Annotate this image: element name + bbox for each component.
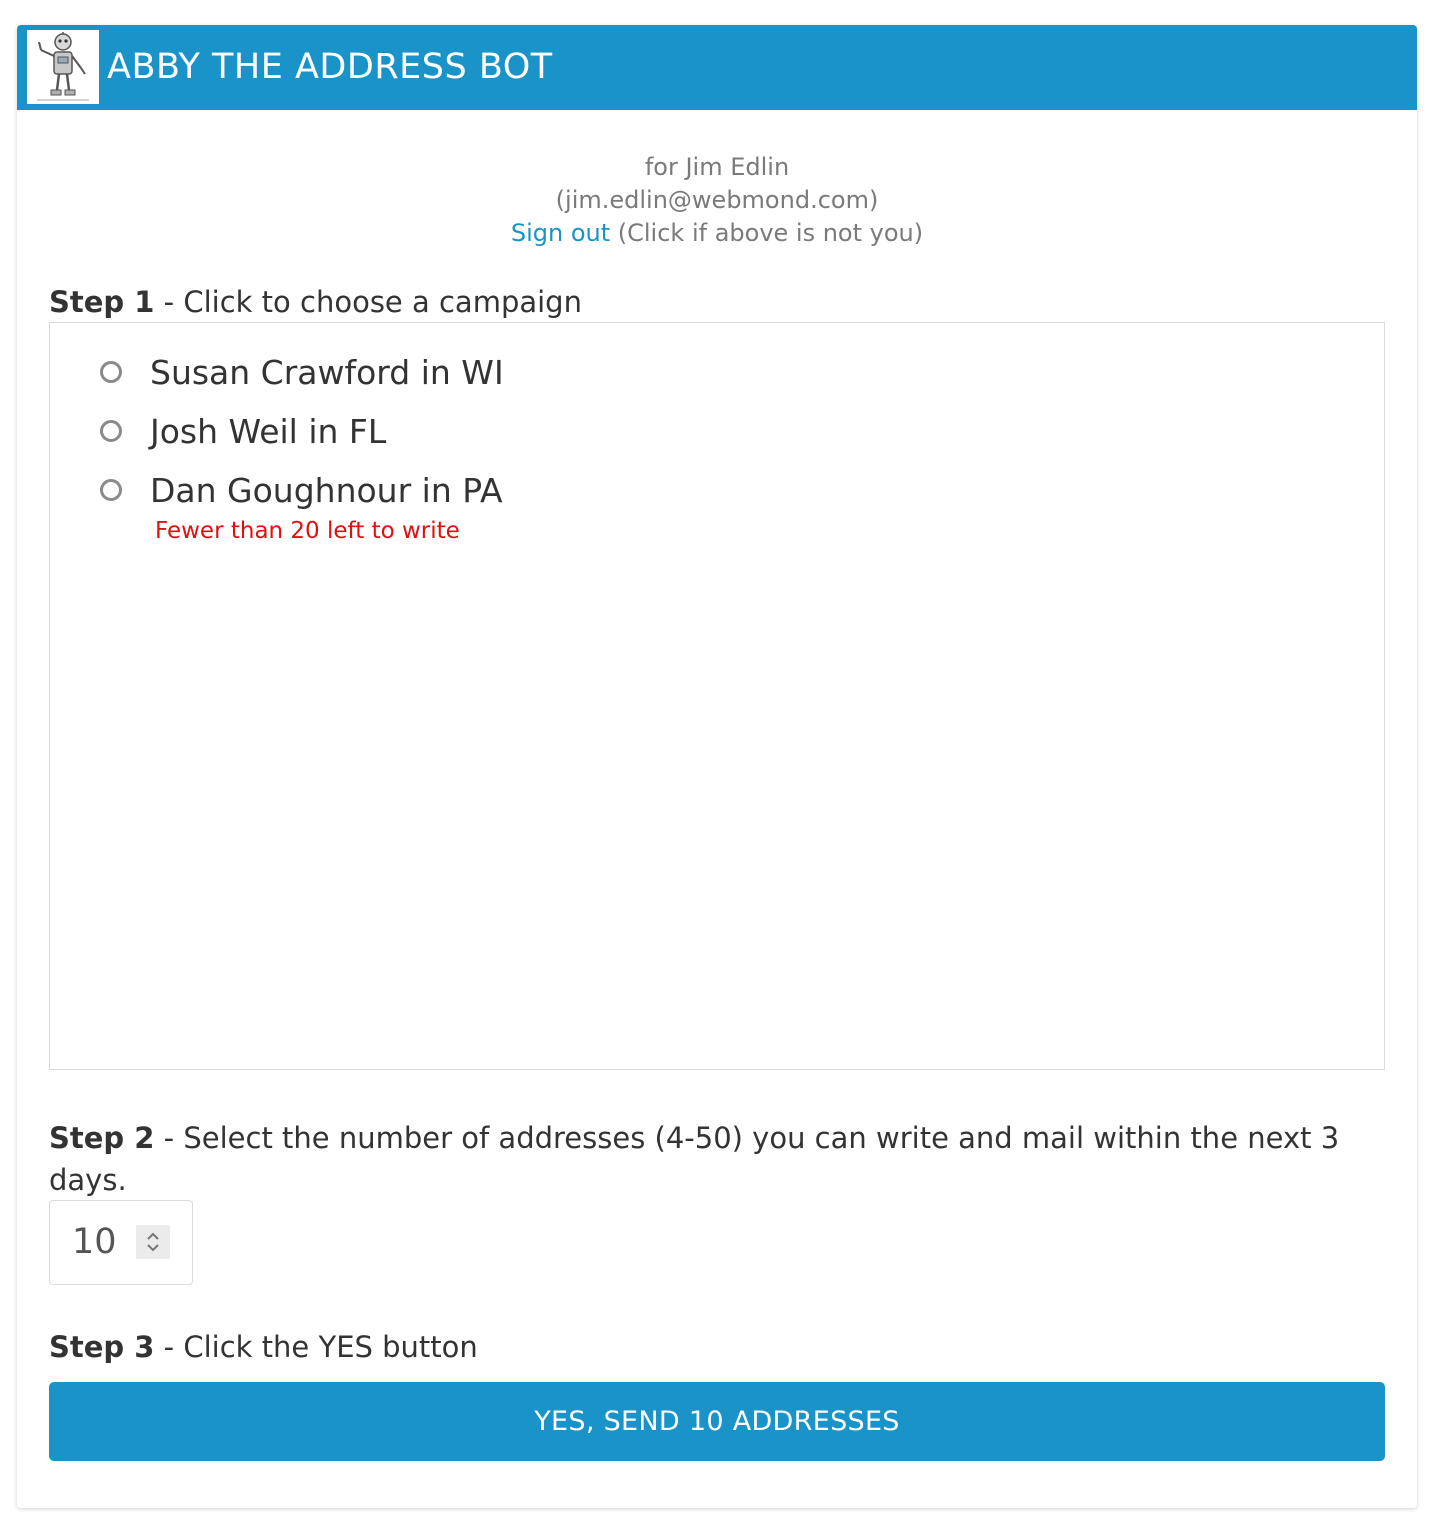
stepper-arrows-icon[interactable] — [136, 1225, 170, 1259]
step1-label: Step 1 — [49, 285, 155, 319]
main-card — [17, 25, 1417, 1508]
step3-label: Step 3 — [49, 1330, 155, 1364]
quantity-input[interactable] — [49, 1200, 193, 1285]
campaign-label: Josh Weil in FL — [150, 411, 387, 451]
step3-heading — [49, 1326, 478, 1368]
sign-out-row — [17, 217, 1417, 250]
campaign-list — [49, 322, 1385, 1070]
campaign-option-susan-crawford[interactable] — [100, 347, 504, 397]
step2-text: - Select the number of addresses (4-50) you can write and mail within the next 3 days. — [49, 1121, 1340, 1197]
campaign-option-josh-weil[interactable] — [100, 406, 386, 456]
step3-text: - Click the YES button — [154, 1330, 478, 1364]
send-addresses-button[interactable]: YES, SEND 10 ADDRESSES — [49, 1382, 1385, 1461]
campaign-label: Dan Goughnour in PA — [150, 470, 503, 510]
step1-heading — [49, 281, 582, 323]
campaign-label: Susan Crawford in WI — [150, 352, 504, 392]
step1-text: - Click to choose a campaign — [154, 285, 582, 319]
app-header — [17, 25, 1417, 110]
user-info — [17, 151, 1417, 250]
sign-out-hint: (Click if above is not you) — [610, 219, 924, 247]
app-title: ABBY THE ADDRESS BOT — [107, 47, 553, 87]
user-email-text: (jim.edlin@webmond.com) — [555, 186, 879, 214]
campaign-warning: Fewer than 20 left to write — [155, 518, 460, 544]
sign-out-link[interactable]: Sign out — [510, 219, 611, 247]
step2-label: Step 2 — [49, 1121, 155, 1155]
quantity-value[interactable]: 10 — [72, 1222, 117, 1262]
campaign-radio[interactable] — [100, 420, 122, 442]
user-name-text: for Jim Edlin — [644, 153, 790, 181]
campaign-radio[interactable] — [100, 361, 122, 383]
robot-logo-icon — [27, 30, 99, 104]
step2-heading — [49, 1117, 1385, 1201]
campaign-radio[interactable] — [100, 479, 122, 501]
campaign-option-dan-goughnour[interactable] — [100, 465, 503, 515]
